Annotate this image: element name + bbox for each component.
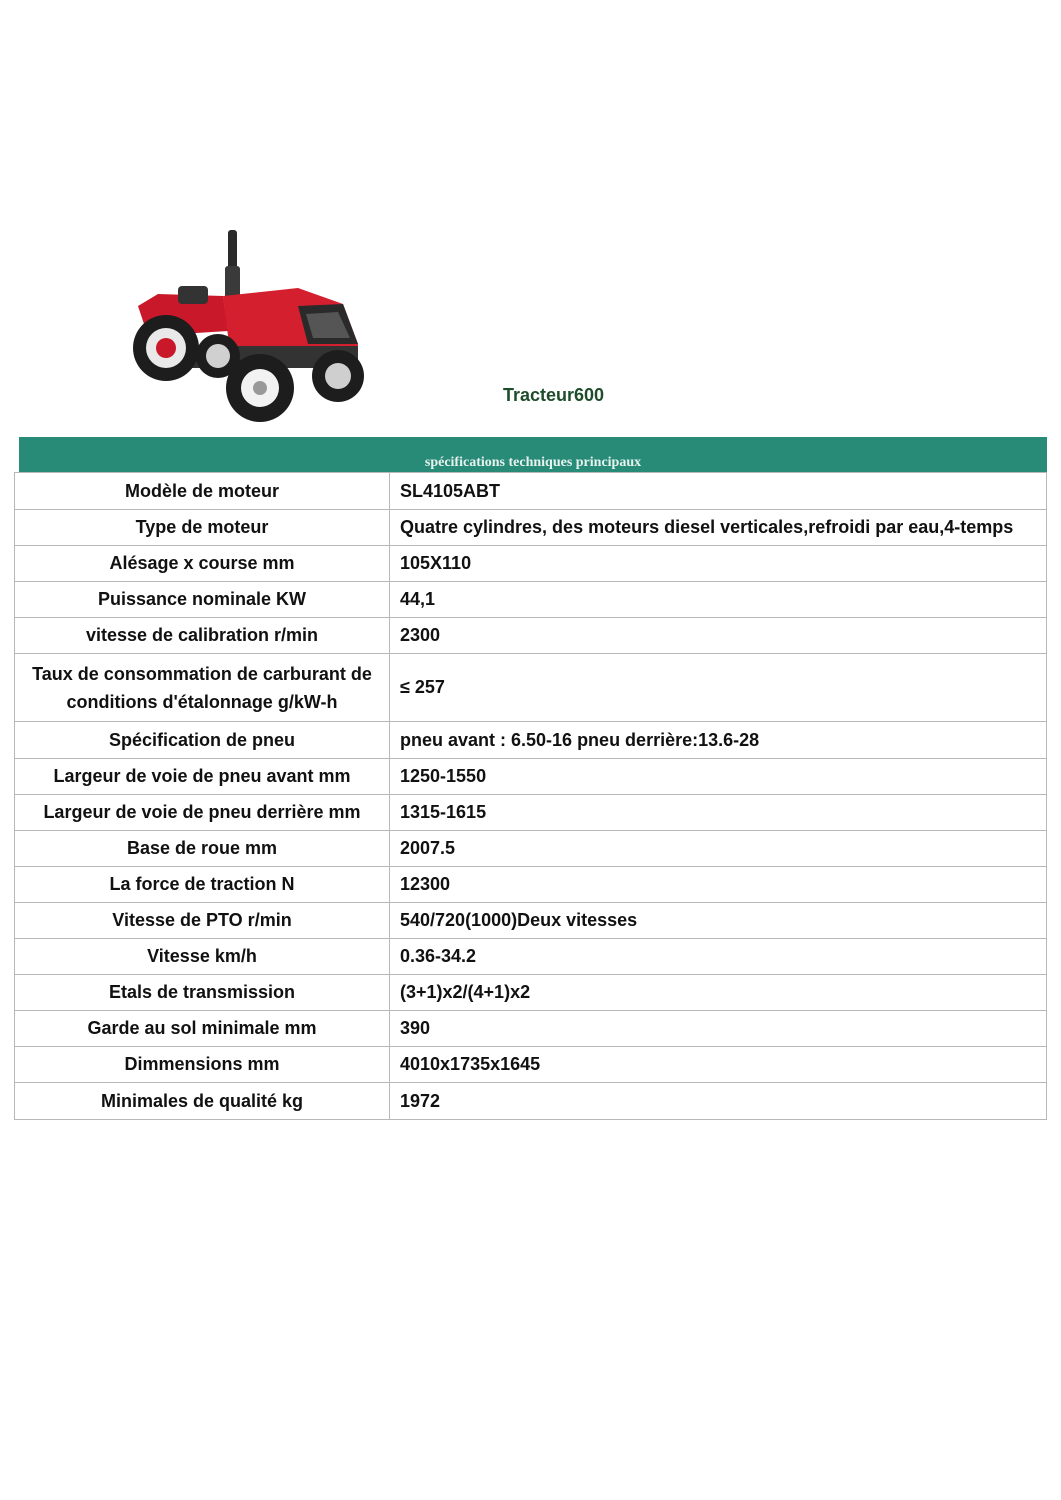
spec-label: Type de moteur: [15, 510, 390, 546]
spec-value: 2007.5: [390, 831, 1047, 867]
spec-value: 44,1: [390, 582, 1047, 618]
spec-value: 1250-1550: [390, 759, 1047, 795]
spec-label: Alésage x course mm: [15, 546, 390, 582]
spec-label: Puissance nominale KW: [15, 582, 390, 618]
spec-value: 12300: [390, 867, 1047, 903]
spec-value: ≤ 257: [390, 654, 1047, 722]
spec-section-banner: [19, 437, 1047, 472]
table-row: [15, 975, 1047, 1011]
spec-label: Modèle de moteur: [15, 473, 390, 510]
spec-section-heading: spécifications techniques principaux: [424, 455, 642, 470]
spec-label: Etals de transmission: [15, 975, 390, 1011]
spec-label: Largeur de voie de pneu avant mm: [15, 759, 390, 795]
spec-value: 390: [390, 1011, 1047, 1047]
spec-value: 2300: [390, 618, 1047, 654]
spec-value: 4010x1735x1645: [390, 1047, 1047, 1083]
spec-value: SL4105ABT: [390, 473, 1047, 510]
tractor-image: [128, 226, 373, 431]
spec-label: Minimales de qualité kg: [15, 1083, 390, 1120]
table-row: [15, 939, 1047, 975]
product-title: Tracteur600: [503, 385, 605, 405]
spec-label: Vitesse de PTO r/min: [15, 903, 390, 939]
spec-label: Largeur de voie de pneu derrière mm: [15, 795, 390, 831]
spec-value: 1315-1615: [390, 795, 1047, 831]
table-row: [15, 1083, 1047, 1120]
spec-value: Quatre cylindres, des moteurs diesel verticales,refroidi par eau,4-temps: [390, 510, 1047, 546]
spec-value: 105X110: [390, 546, 1047, 582]
table-row: [15, 1047, 1047, 1083]
table-row: [15, 546, 1047, 582]
spec-label: La force de traction N: [15, 867, 390, 903]
spec-value: 0.36-34.2: [390, 939, 1047, 975]
spec-table: [14, 472, 1047, 1120]
spec-label: Base de roue mm: [15, 831, 390, 867]
spec-label: vitesse de calibration r/min: [15, 618, 390, 654]
spec-value: (3+1)x2/(4+1)x2: [390, 975, 1047, 1011]
table-row: [15, 473, 1047, 510]
spec-label: Spécification de pneu: [15, 722, 390, 759]
spec-value: 1972: [390, 1083, 1047, 1120]
table-row: [15, 618, 1047, 654]
spec-label: Vitesse km/h: [15, 939, 390, 975]
spec-value: 540/720(1000)Deux vitesses: [390, 903, 1047, 939]
table-row: [15, 582, 1047, 618]
table-row: [15, 795, 1047, 831]
table-row: [15, 903, 1047, 939]
table-row: [15, 1011, 1047, 1047]
table-row: [15, 510, 1047, 546]
table-row: [15, 867, 1047, 903]
table-row: [15, 831, 1047, 867]
table-row: [15, 722, 1047, 759]
table-row: [15, 654, 1047, 722]
spec-label: Dimmensions mm: [15, 1047, 390, 1083]
table-row: [15, 759, 1047, 795]
spec-label: Taux de consommation de carburant de conditions d'étalonnage g/kW-h: [15, 654, 390, 722]
spec-label: Garde au sol minimale mm: [15, 1011, 390, 1047]
spec-value: pneu avant : 6.50-16 pneu derrière:13.6-28: [390, 722, 1047, 759]
